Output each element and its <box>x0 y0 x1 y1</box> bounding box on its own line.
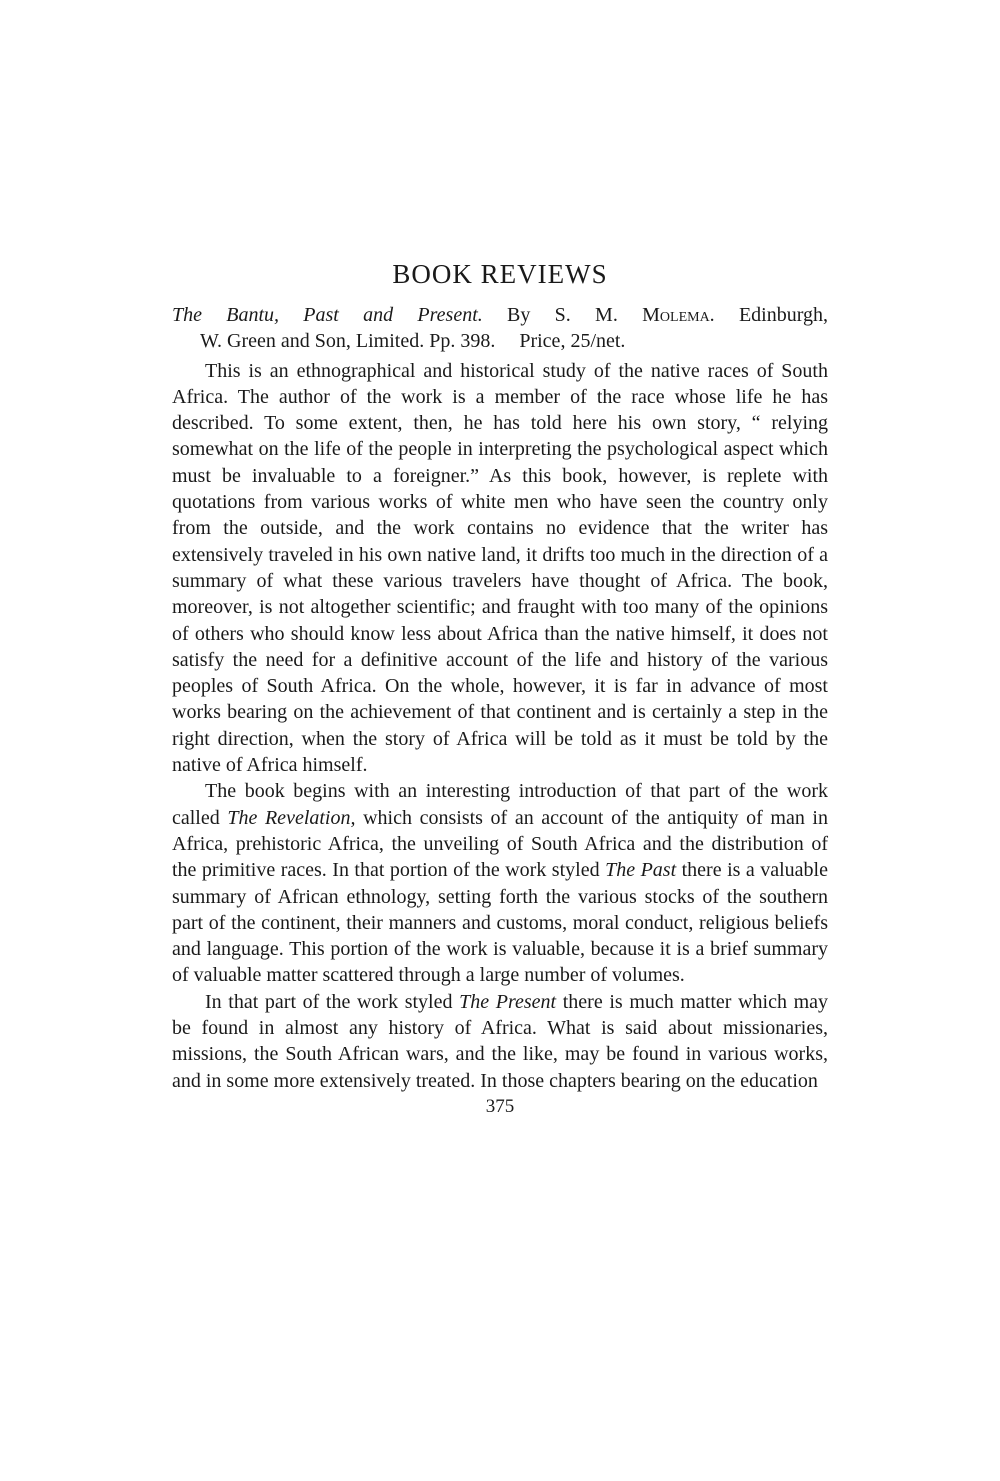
paragraph-2-text-c: there is a valuable summary of African ethnology, setting forth the various stocks of the southern part of the continent, their manners and customs, moral conduct, religious beliefs and language. This portion of the work is valuable, because it is a brief summary of valuable matter scattered through a large number of volumes. <box>172 859 828 987</box>
paragraph-3-text-b: there is much matter which may be found in almost any history of Africa. What is said about missionaries, missions, the South African wars, and the like, may be found in various works, and in some more extensively treated. In those chapters bearing on the education <box>172 990 829 1092</box>
paragraph-2-text-a: The book begins with an interesting introduction of that part of the work called <box>172 780 828 829</box>
section-heading: BOOK REVIEWS <box>392 259 608 289</box>
paragraph-1-text: This is an ethnographical and historical study of the native races of South Africa. The author of the work is a member of the race whose life he has described. To some extent, then, he has told here his own story, “ relying somewhat on the life of the people in interpreting the psychological aspect which must be invaluable to a foreigner.” As this book, however, is replete with quotations from various works of white men who have seen the country only from the outside, and the work contains no evidence that the writer has extensively traveled in his own native land, it drifts too much in the direction of a summary of what these various travelers have thought of Africa. The book, moreover, is not altogether scientific; and fraught with too many of the opinions of others who should know less about Africa than the native himself, it does not satisfy the need for a definitive account of the life and history of the various peoples of South Africa. On the whole, however, it is far in advance of most works bearing on the achievement of that continent and is certainly a step in the right direction, when the story of Africa will be told as it must be told by the native of Africa himself. <box>172 359 828 777</box>
citation-by: By S. M. <box>507 304 618 326</box>
page-number: 375 <box>485 1095 515 1117</box>
page-count: Pp. 398. <box>429 330 496 353</box>
paragraph-3-text-a: In that part of the work styled <box>205 990 453 1013</box>
publication-place: Edinburgh, <box>738 304 829 326</box>
paragraph-2-text-b: which consists of an account of the antiquity of man in Africa, prehistoric Africa, the unveiling of South Africa and the distribution of the primitive races. In that portion of the work styled <box>172 806 828 882</box>
review-paragraph <box>172 989 828 1094</box>
book-title: The Bantu, Past and Present. <box>172 304 483 326</box>
author-name: Molema. <box>642 304 715 326</box>
page-content <box>172 258 828 1120</box>
book-citation <box>172 302 828 355</box>
review-paragraph <box>172 778 828 988</box>
part-title-revelation: The Revelation, <box>227 806 356 829</box>
part-title-present: The Present <box>459 990 557 1013</box>
review-paragraph <box>172 358 828 779</box>
publisher: W. Green and Son, Limited. <box>200 330 425 353</box>
price: Price, 25/net. <box>519 330 626 353</box>
part-title-past: The Past <box>605 859 677 882</box>
